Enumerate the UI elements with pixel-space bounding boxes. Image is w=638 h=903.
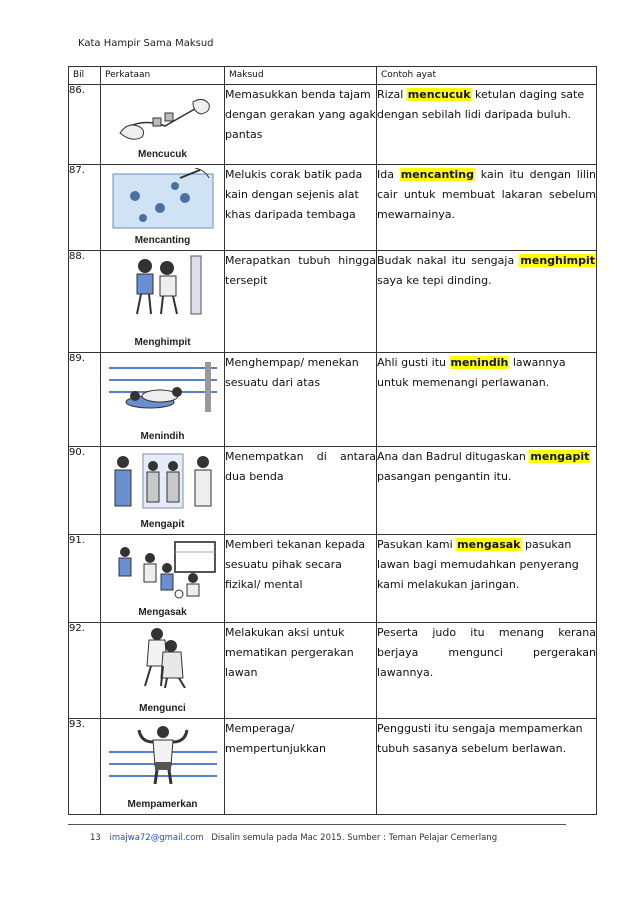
football-tackle-illustration [105, 538, 221, 600]
keyword-highlight: mencucuk [407, 88, 471, 101]
table-header-row [69, 67, 597, 85]
word-label: Menindih [140, 431, 185, 442]
example-sentence [377, 447, 597, 535]
word-label: Mengasak [138, 607, 187, 618]
example-text-before: Ana dan Badrul ditugaskan [377, 450, 530, 463]
table-row [69, 623, 597, 719]
example-text-before: Budak nakal itu sengaja [377, 254, 520, 267]
word-illustration-cell [101, 623, 225, 719]
example-text-before: Rizal [377, 88, 407, 101]
keyword-highlight: menghimpit [520, 254, 595, 267]
keyword-highlight: menindih [450, 356, 509, 369]
row-number: 92. [69, 623, 101, 719]
column-header-perkataan: Perkataan [101, 67, 225, 85]
word-illustration-cell [101, 85, 225, 165]
row-number: 88. [69, 251, 101, 353]
skewer-hands-illustration [105, 88, 221, 150]
example-text-after: ketulan daging sate dengan sebilah lidi daripada buluh. [377, 88, 585, 121]
meaning-text: Memasukkan benda tajam dengan gerakan yang agak pantas [225, 85, 377, 165]
page-header-title: Kata Hampir Sama Maksud [78, 38, 214, 49]
source-note: Disalin semula pada Mac 2015. Sumber : Teman Pelajar Cemerlang [211, 833, 498, 843]
example-text-before: Penggusti itu sengaja mempamerkan tubuh sasanya sebelum berlawan. [377, 722, 583, 755]
meaning-text: Menghempap/ menekan sesuatu dari atas [225, 353, 377, 447]
row-number: 89. [69, 353, 101, 447]
word-label: Mengunci [139, 703, 186, 714]
word-label: Mempamerkan [127, 799, 198, 810]
table-row [69, 165, 597, 251]
word-illustration-cell [101, 535, 225, 623]
word-label: Mencucuk [138, 149, 187, 160]
judo-hold-illustration [105, 626, 221, 688]
example-sentence [377, 85, 597, 165]
example-text-before: Ida [377, 168, 400, 181]
meaning-text: Melakukan aksi untuk mematikan pergerakan lawan [225, 623, 377, 719]
table-row [69, 85, 597, 165]
vocabulary-table [68, 66, 597, 815]
word-illustration-cell [101, 251, 225, 353]
example-text-after: saya ke tepi dinding. [377, 274, 492, 287]
word-illustration-cell [101, 719, 225, 815]
keyword-highlight: mengasak [457, 538, 521, 551]
meaning-text: Melukis corak batik pada kain dengan sejenis alat khas daripada tembaga [225, 165, 377, 251]
example-sentence [377, 719, 597, 815]
keyword-highlight: mencanting [400, 168, 475, 181]
column-header-contoh-ayat: Contoh ayat [377, 67, 597, 85]
row-number: 93. [69, 719, 101, 815]
page-footer [90, 833, 497, 843]
example-sentence [377, 165, 597, 251]
example-text-after: pasukan lawan bagi memudahkan penyerang kami melakukan jaringan. [377, 538, 579, 591]
word-illustration-cell [101, 165, 225, 251]
example-sentence [377, 353, 597, 447]
example-text-before: Ahli gusti itu [377, 356, 450, 369]
table-row [69, 353, 597, 447]
meaning-text: Memberi tekanan kepada sesuatu pihak secara fizikal/ mental [225, 535, 377, 623]
wedding-couple-illustration [105, 450, 221, 512]
example-sentence [377, 251, 597, 353]
word-label: Mencanting [134, 235, 191, 246]
bodybuilder-flex-illustration [105, 722, 221, 784]
example-text-after: lawannya untuk memenangi perlawanan. [377, 356, 566, 389]
row-number: 90. [69, 447, 101, 535]
example-text-after: pasangan pengantin itu. [377, 470, 512, 483]
squeeze-wall-illustration [105, 254, 221, 316]
wrestling-ring-illustration [105, 356, 221, 418]
keyword-highlight: mengapit [530, 450, 590, 463]
row-number: 91. [69, 535, 101, 623]
example-text-after: kain itu dengan lilin cair untuk membuat lakaran sebelum mewarnainya. [377, 168, 597, 221]
word-label: Menghimpit [134, 337, 191, 348]
meaning-text: Menempatkan di antara dua benda [225, 447, 377, 535]
table-row [69, 251, 597, 353]
word-illustration-cell [101, 447, 225, 535]
word-illustration-cell [101, 353, 225, 447]
word-label: Mengapit [140, 519, 185, 530]
example-sentence [377, 623, 597, 719]
meaning-text: Merapatkan tubuh hingga tersepit [225, 251, 377, 353]
meaning-text: Memperaga/ mempertunjukkan [225, 719, 377, 815]
table-row [69, 719, 597, 815]
footer-divider [68, 824, 566, 825]
row-number: 87. [69, 165, 101, 251]
example-text-before: Peserta judo itu menang kerana berjaya mengunci pergerakan lawannya. [377, 626, 596, 679]
column-header-bil: Bil [69, 67, 101, 85]
example-sentence [377, 535, 597, 623]
column-header-maksud: Maksud [225, 67, 377, 85]
row-number: 86. [69, 85, 101, 165]
table-row [69, 535, 597, 623]
example-text-before: Pasukan kami [377, 538, 457, 551]
author-email-link[interactable]: imajwa72@gmail.com [109, 833, 204, 843]
batik-canting-illustration [105, 168, 221, 230]
page-number: 13 [90, 833, 101, 843]
table-row [69, 447, 597, 535]
